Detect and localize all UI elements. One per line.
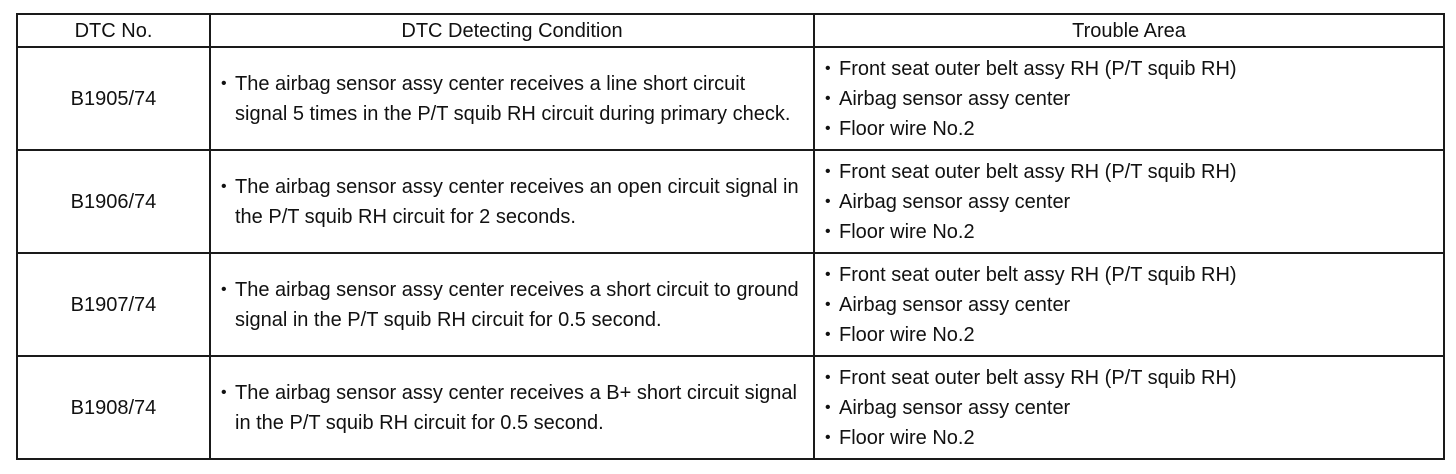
trouble-area-item: • Airbag sensor assy center: [815, 187, 1443, 217]
trouble-area-item: • Front seat outer belt assy RH (P/T squib RH): [815, 157, 1443, 187]
detecting-condition-cell: [210, 253, 814, 356]
trouble-area-item: • Floor wire No.2: [815, 423, 1443, 453]
table-header: [17, 14, 1444, 47]
condition-item: • The airbag sensor assy center receives a B+ short circuit signal in the P/T squib RH circuit for 0.5 second.: [211, 378, 813, 438]
detecting-condition-cell: [210, 47, 814, 150]
detecting-condition-cell: [210, 150, 814, 253]
dtc-number: B1905/74: [17, 47, 210, 150]
trouble-area-list: [815, 363, 1443, 453]
trouble-area-cell: [814, 253, 1444, 356]
trouble-area-cell: [814, 47, 1444, 150]
table-row: [17, 356, 1444, 459]
trouble-area-item: • Airbag sensor assy center: [815, 290, 1443, 320]
trouble-area-cell: [814, 150, 1444, 253]
trouble-area-item: • Front seat outer belt assy RH (P/T squib RH): [815, 54, 1443, 84]
trouble-area-item: • Floor wire No.2: [815, 217, 1443, 247]
table-row: [17, 150, 1444, 253]
table-body: [17, 47, 1444, 459]
table-row: [17, 47, 1444, 150]
dtc-table: [16, 13, 1445, 460]
trouble-area-list: [815, 54, 1443, 144]
header-row: [17, 14, 1444, 47]
trouble-area-item: • Floor wire No.2: [815, 320, 1443, 350]
header-trouble-area: Trouble Area: [814, 14, 1444, 47]
condition-list: [211, 275, 813, 335]
trouble-area-item: • Airbag sensor assy center: [815, 84, 1443, 114]
header-dtc-no: DTC No.: [17, 14, 210, 47]
detecting-condition-cell: [210, 356, 814, 459]
dtc-number: B1906/74: [17, 150, 210, 253]
trouble-area-cell: [814, 356, 1444, 459]
dtc-number: B1908/74: [17, 356, 210, 459]
condition-item: • The airbag sensor assy center receives an open circuit signal in the P/T squib RH circuit for 2 seconds.: [211, 172, 813, 232]
condition-item: • The airbag sensor assy center receives a line short circuit signal 5 times in the P/T squib RH circuit during primary check.: [211, 69, 813, 129]
condition-list: [211, 69, 813, 129]
condition-list: [211, 378, 813, 438]
trouble-area-list: [815, 157, 1443, 247]
table-row: [17, 253, 1444, 356]
trouble-area-item: • Front seat outer belt assy RH (P/T squib RH): [815, 363, 1443, 393]
dtc-number: B1907/74: [17, 253, 210, 356]
trouble-area-item: • Floor wire No.2: [815, 114, 1443, 144]
trouble-area-item: • Front seat outer belt assy RH (P/T squib RH): [815, 260, 1443, 290]
condition-item: • The airbag sensor assy center receives a short circuit to ground signal in the P/T squib RH circuit for 0.5 second.: [211, 275, 813, 335]
condition-list: [211, 172, 813, 232]
trouble-area-list: [815, 260, 1443, 350]
trouble-area-item: • Airbag sensor assy center: [815, 393, 1443, 423]
header-detecting-condition: DTC Detecting Condition: [210, 14, 814, 47]
